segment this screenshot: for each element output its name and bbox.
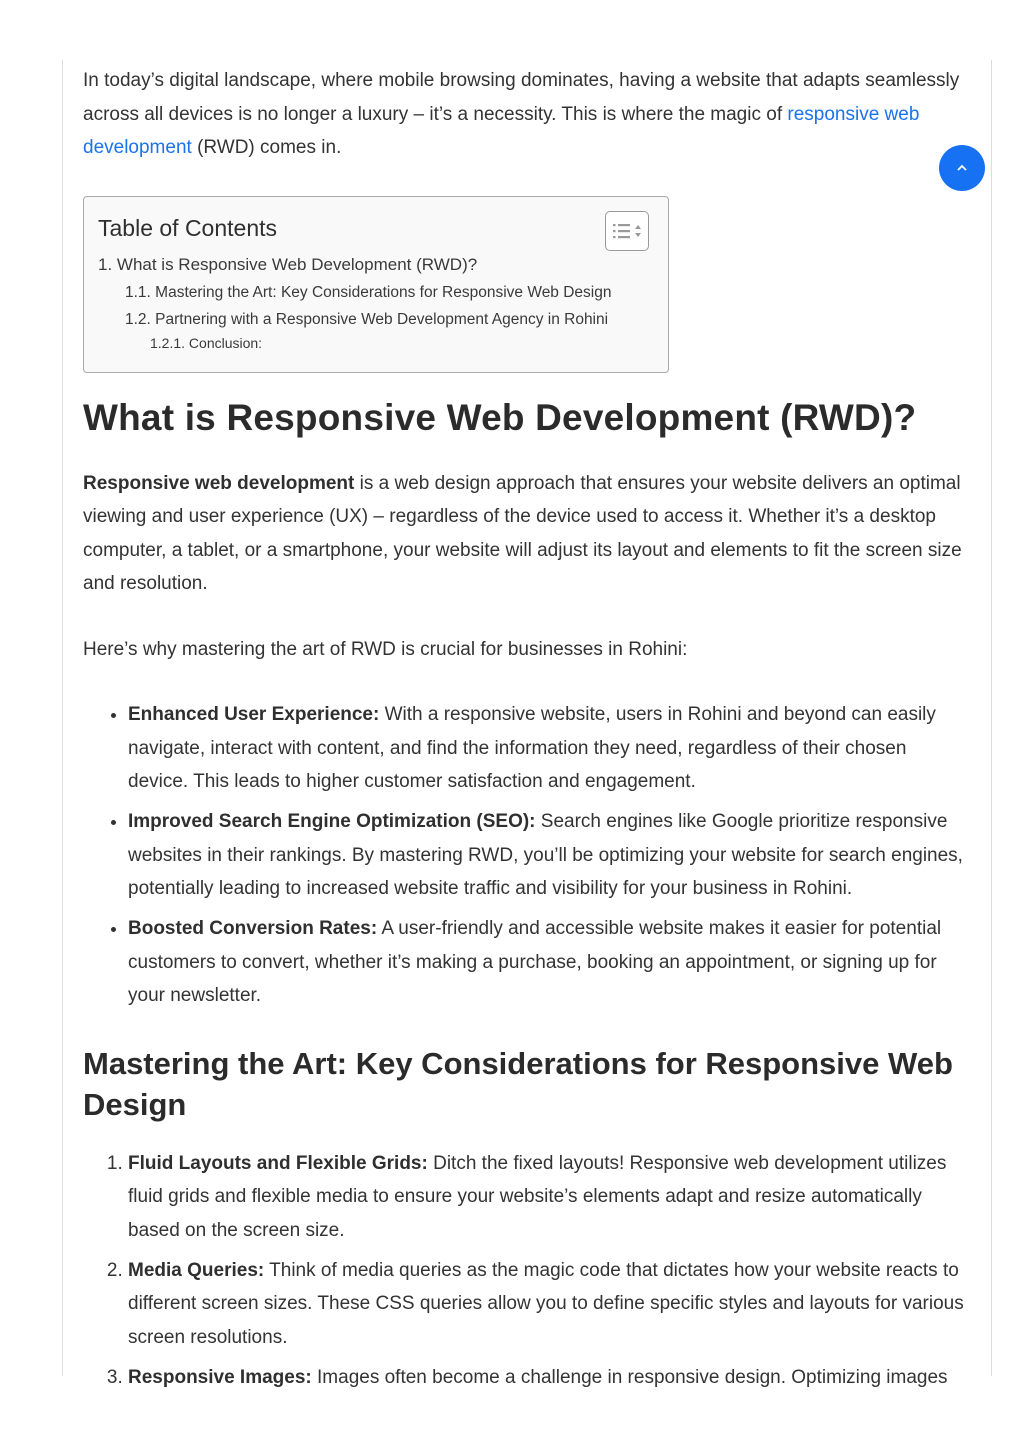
benefit-title: Improved Search Engine Optimization (SEO):: [128, 811, 536, 832]
article-frame: [62, 60, 992, 1388]
toc-link-what-is-rwd[interactable]: 1. What is Responsive Web Development (RWD)?: [98, 254, 478, 274]
scroll-to-top-button[interactable]: [939, 145, 985, 191]
responsive-web-development-link[interactable]: responsive web development: [83, 103, 920, 158]
list-item: [128, 1254, 971, 1355]
list-item: [128, 1361, 971, 1395]
list-item: [128, 912, 971, 1013]
intro-text-end: (RWD) comes in.: [191, 137, 342, 158]
benefits-list: [83, 698, 971, 1013]
toc-item: [98, 333, 654, 353]
section-heading-mastering-the-art: Mastering the Art: Key Considerations for Responsive Web Design: [83, 1045, 953, 1122]
why-rwd-paragraph: Here’s why mastering the art of RWD is crucial for businesses in Rohini:: [83, 638, 688, 660]
considerations-list: [83, 1147, 971, 1395]
section-heading-what-is-rwd: What is Responsive Web Development (RWD)?: [83, 396, 917, 438]
consideration-text: Think of media queries as the magic code that dictates how your website reacts to different screen sizes. These CSS queries allow you to define specific styles and layouts for various screen resolutions.: [128, 1259, 964, 1348]
consideration-title: Media Queries:: [128, 1259, 265, 1281]
benefit-text: A user-friendly and accessible website makes it easier for potential customers to convert, whether it’s making a purchase, booking an appointment, or signing up for your newsletter.: [128, 918, 942, 1006]
benefit-text: With a responsive website, users in Rohini and beyond can easily navigate, interact with content, and find the information they need, regardless of their chosen device. This leads to higher customer satisfaction and engagement.: [128, 704, 936, 792]
list-item: [128, 805, 971, 906]
consideration-title: Fluid Layouts and Flexible Grids:: [128, 1152, 428, 1174]
benefit-title: Boosted Conversion Rates:: [128, 918, 378, 939]
toc-link-partnering-agency[interactable]: 1.2. Partnering with a Responsive Web Development Agency in Rohini: [125, 310, 609, 328]
table-of-contents: [83, 196, 669, 373]
article-content: [83, 64, 971, 1401]
list-item: [128, 698, 971, 799]
toc-title: Table of Contents: [98, 214, 278, 241]
intro-text: In today’s digital landscape, where mobile browsing dominates, having a website that adapts seamlessly across all devices is no longer a luxury – it’s a necessity. This is where the magic of: [83, 70, 960, 125]
rwd-definition-text: is a web design approach that ensures your website delivers an optimal viewing and user experience (UX) – regardless of the device used to access it. Whether it’s a desktop computer, a tablet, or a smartphone, your website will adjust its layout and elements to fit the screen size and resolution.: [83, 472, 962, 594]
benefit-title: Enhanced User Experience:: [128, 704, 380, 725]
toc-link-mastering-the-art[interactable]: 1.1. Mastering the Art: Key Considerations for Responsive Web Design: [125, 283, 612, 301]
toc-toggle-button[interactable]: [605, 211, 649, 251]
rwd-definition-term: Responsive web development: [83, 472, 355, 494]
consideration-text: Images often become a challenge in responsive design. Optimizing images: [311, 1366, 948, 1388]
toc-link-conclusion[interactable]: 1.2.1. Conclusion:: [150, 334, 263, 351]
list-item: [128, 1147, 971, 1248]
consideration-text: Ditch the fixed layouts! Responsive web development utilizes fluid grids and flexible media to ensure your website’s elements adapt and resize automatically based on the screen size.: [128, 1152, 947, 1241]
chevron-up-icon: [956, 164, 968, 172]
consideration-title: Responsive Images:: [128, 1366, 312, 1388]
intro-paragraph: [83, 64, 971, 165]
toc-item: [98, 306, 654, 333]
toc-list: [98, 251, 654, 353]
toc-item: [98, 279, 654, 306]
toc-item: [98, 251, 654, 279]
rwd-definition-paragraph: [83, 467, 971, 601]
benefit-text: Search engines like Google prioritize responsive websites in their rankings. By mastering RWD, you’ll be optimizing your website for search engines, potentially leading to increased website traffic and visibility for your business in Rohini.: [128, 811, 963, 899]
list-toggle-icon: [612, 221, 642, 241]
